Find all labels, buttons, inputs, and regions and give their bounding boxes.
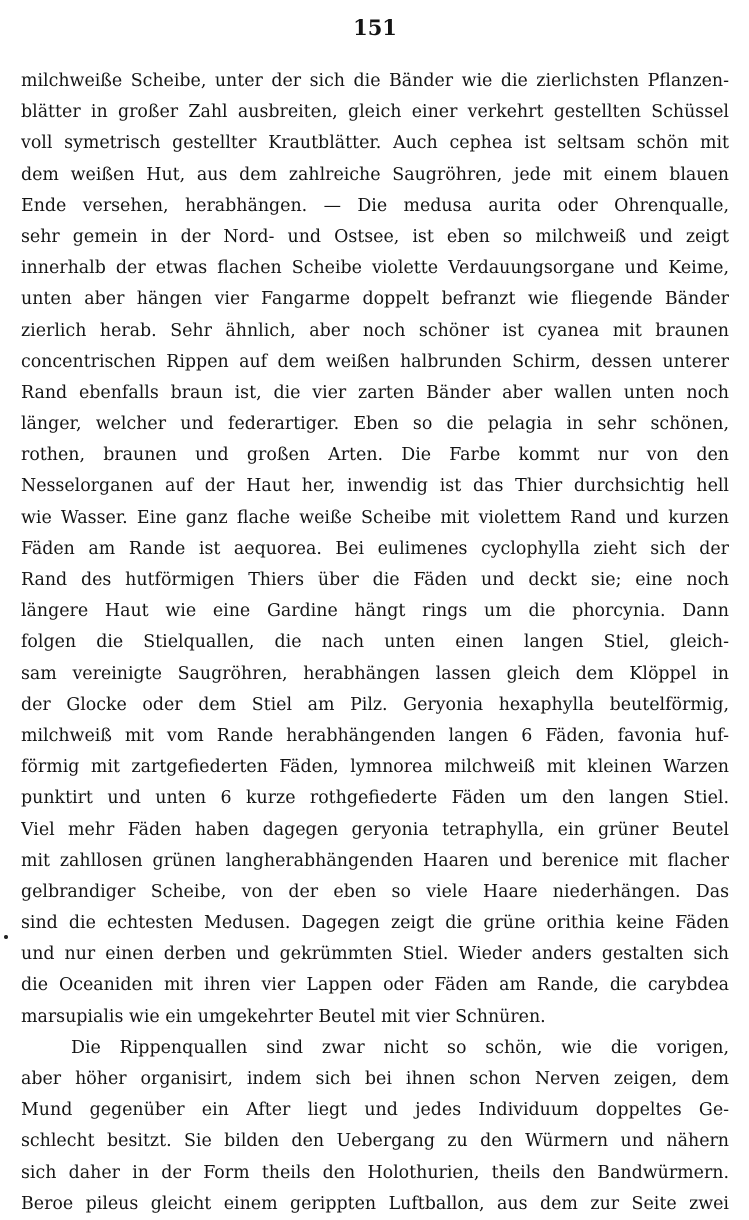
text-line: mit zahllosen grünen langherabhängenden Haaren und berenice mit flacher	[21, 850, 729, 871]
text-line: sehr gemein in der Nord- und Ostsee, ist eben so milchweiß und zeigt	[21, 226, 729, 247]
margin-mark	[4, 935, 8, 939]
text-line: punktirt und unten 6 kurze rothgefiederte Fäden um den langen Stiel.	[21, 788, 729, 809]
text-line: blätter in großer Zahl ausbreiten, gleich einer verkehrt gestellten Schüssel	[21, 102, 729, 123]
text-line: concentrischen Rippen auf dem weißen halbrunden Schirm, dessen unterer	[21, 351, 729, 372]
text-line: unten aber hängen vier Fangarme doppelt befranzt wie fliegende Bänder	[21, 289, 729, 310]
text-line: sich daher in der Form theils den Holothurien, theils den Bandwürmern.	[21, 1162, 729, 1183]
text-line: marsupialis wie ein umgekehrter Beutel mit vier Schnüren.	[21, 1006, 546, 1027]
text-line: wie Wasser. Eine ganz flache weiße Scheibe mit violettem Rand und kurzen	[21, 507, 729, 528]
text-line: Beroe pileus gleicht einem gerippten Luftballon, aus dem zur Seite zwei	[21, 1193, 729, 1214]
text-line: zierlich herab. Sehr ähnlich, aber noch schöner ist cyanea mit braunen	[21, 320, 729, 341]
text-line: der Glocke oder dem Stiel am Pilz. Geryonia hexaphylla beutelförmig,	[21, 694, 729, 715]
text-line: dem weißen Hut, aus dem zahlreiche Saugröhren, jede mit einem blauen	[21, 164, 729, 185]
text-line: Mund gegenüber ein After liegt und jedes Individuum doppeltes Ge-	[21, 1100, 729, 1121]
text-line: Nesselorganen auf der Haut her, inwendig ist das Thier durchsichtig hell	[21, 476, 729, 497]
body-text	[21, 66, 729, 1220]
text-line: aber höher organisirt, indem sich bei ihnen schon Nerven zeigen, dem	[21, 1069, 729, 1089]
text-line: innerhalb der etwas flachen Scheibe violette Verdauungsorgane und Keime,	[21, 258, 729, 279]
text-line: milchweiß mit vom Rande herabhängenden langen 6 Fäden, favonia huf-	[21, 725, 729, 746]
text-line: länger, welcher und federartiger. Eben so die pelagia in sehr schönen,	[21, 414, 729, 435]
text-line: Die Rippenquallen sind zwar nicht so schön, wie die vorigen,	[71, 1037, 729, 1058]
text-line: die Oceaniden mit ihren vier Lappen oder Fäden am Rande, die carybdea	[21, 975, 729, 996]
text-line: Ende versehen, herabhängen. — Die medusa aurita oder Ohrenqualle,	[21, 195, 729, 216]
text-line: Viel mehr Fäden haben dagegen geryonia tetraphylla, ein grüner Beutel	[21, 819, 729, 840]
page-number: 151	[353, 15, 397, 40]
text-line: sam vereinigte Saugröhren, herabhängen lassen gleich dem Klöppel in	[21, 663, 729, 684]
text-line: Rand des hutförmigen Thiers über die Fäden und deckt sie; eine noch	[21, 570, 729, 590]
text-line: und nur einen derben und gekrümmten Stiel. Wieder anders gestalten sich	[21, 944, 729, 965]
text-line: milchweiße Scheibe, unter der sich die Bänder wie die zierlichsten Pflanzen-	[21, 71, 729, 91]
text-line: sind die echtesten Medusen. Dagegen zeigt die grüne orithia keine Fäden	[21, 913, 729, 934]
text-line: längere Haut wie eine Gardine hängt rings um die phorcynia. Dann	[21, 601, 729, 622]
text-line: schlecht besitzt. Sie bilden den Uebergang zu den Würmern und nähern	[21, 1131, 729, 1152]
text-line: rothen, braunen und großen Arten. Die Farbe kommt nur von den	[21, 445, 729, 466]
text-line: voll symetrisch gestellter Krautblätter. Auch cephea ist seltsam schön mit	[21, 133, 729, 154]
text-line: gelbrandiger Scheibe, von der eben so viele Haare niederhängen. Das	[21, 881, 729, 902]
text-line: förmig mit zartgefiederten Fäden, lymnorea milchweiß mit kleinen Warzen	[21, 757, 729, 778]
text-line: folgen die Stielquallen, die nach unten einen langen Stiel, gleich-	[21, 632, 729, 653]
text-line: Fäden am Rande ist aequorea. Bei eulimenes cyclophylla zieht sich der	[21, 538, 729, 559]
text-line: Rand ebenfalls braun ist, die vier zarten Bänder aber wallen unten noch	[21, 382, 729, 403]
